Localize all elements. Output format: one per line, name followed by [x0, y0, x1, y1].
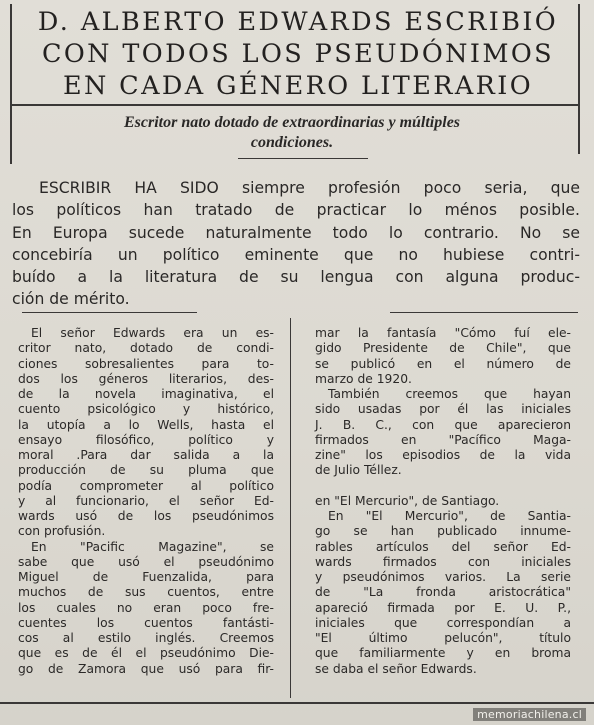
- body-line: de la novela imaginativa, el: [18, 387, 274, 401]
- body-line: dos los géneros literarios, des-: [18, 371, 274, 386]
- body-line: En "Pacific Magazine", se: [31, 539, 274, 554]
- lead-left-rule: [22, 312, 197, 313]
- body-line: que es de él el pseudónimo Die-: [18, 646, 274, 661]
- body-line: iniciales que correspondían a: [315, 615, 571, 630]
- body-line: critor nato, dotado de condi-: [18, 341, 274, 356]
- body-line: y pseudónimos varios. La serie: [315, 570, 571, 584]
- headline-line: CON TODOS LOS PSEUDÓNIMOS: [41, 39, 555, 69]
- headline-line: D. ALBERTO EDWARDS ESCRIBIÓ: [37, 7, 559, 37]
- body-line: También creemos que hayan: [328, 387, 571, 401]
- body-line: marzo de 1920.: [315, 371, 412, 386]
- body-line: ciones sobresalientes para to-: [18, 356, 274, 371]
- body-line: los cuales no eran poco fre-: [18, 600, 274, 615]
- subheadline: [16, 113, 568, 153]
- body-line: ensayo filosófico, político y: [18, 432, 274, 447]
- body-line: podía comprometer al político: [18, 478, 274, 493]
- body-line: [315, 479, 571, 494]
- body-line: de "La fronda aristocrática": [315, 585, 571, 600]
- body-line: cos al estilo inglés. Creemos: [18, 631, 274, 645]
- subheadline-line: Escritor nato dotado de extraordinarias y múltiples: [123, 114, 461, 131]
- body-line: go se han publicado innume-: [315, 524, 571, 539]
- body-line: cuento psicológico y histórico,: [18, 402, 274, 417]
- body-column-left: [18, 326, 274, 677]
- left-border-rule: [10, 4, 12, 164]
- body-line: muchos de sus cuentos, entre: [18, 585, 274, 600]
- body-line: en "El Mercurio", de Santiago.: [315, 493, 500, 508]
- body-line: la utopía a lo Wells, hasta el: [18, 417, 274, 432]
- lead-line: concebiría un político eminente que no hubiese contri-: [12, 245, 580, 264]
- body-line: apareció firmada por E. U. P.,: [315, 600, 571, 615]
- body-line: mar la fantasía "Cómo fuí ele-: [315, 326, 571, 340]
- body-line: que familiarmente y en broma: [315, 646, 571, 661]
- bottom-rule: [0, 702, 594, 704]
- subhead-underline: [238, 158, 368, 159]
- lead-line: En Europa sucede naturalmente todo lo contrario. No se: [12, 223, 580, 242]
- body-line: wards firmados con iniciales: [315, 554, 571, 569]
- body-line: sido usadas por él las iniciales: [315, 402, 571, 417]
- lead-line: los políticos han tratado de practicar lo ménos posible.: [12, 201, 580, 220]
- body-line: se daba el señor Edwards.: [315, 661, 477, 676]
- body-line: J. B. C., con que aparecieron: [315, 417, 571, 432]
- body-line: zine" los episodios de la vida: [315, 448, 571, 462]
- body-line: "El último pelucón", título: [315, 631, 571, 645]
- body-line: rables artículos del señor Ed-: [315, 539, 571, 554]
- body-line: En "El Mercurio", de Santia-: [328, 509, 571, 523]
- body-line: gido Presidente de Chile", que: [315, 341, 571, 356]
- column-divider: [290, 318, 291, 698]
- lead-line: ESCRIBIR HA SIDO siempre profesión poco seria, que: [39, 179, 580, 197]
- body-column-right: [315, 326, 571, 677]
- headline: [14, 6, 582, 102]
- lead-line: buído a la literatura de su lengua con alguna produc-: [12, 268, 580, 287]
- body-line: sabe que usó el pseudónimo: [18, 554, 274, 569]
- lead-right-rule: [390, 312, 578, 313]
- source-watermark: memoriachilena.cl: [473, 708, 586, 721]
- body-line: se publicó en el número de: [315, 356, 571, 371]
- lead-paragraph: [12, 177, 580, 311]
- body-line: moral .Para dar salida a la: [18, 448, 274, 462]
- body-line: cuentes los cuentos fantásti-: [18, 615, 274, 630]
- body-line: go de Zamora que usó para fir-: [18, 661, 274, 676]
- body-line: y al funcionario, el señor Ed-: [18, 493, 274, 508]
- lead-line: ción de mérito.: [12, 290, 130, 309]
- headline-line: EN CADA GÉNERO LITERARIO: [62, 71, 534, 101]
- body-line: de Julio Téllez.: [315, 463, 402, 478]
- body-line: El señor Edwards era un es-: [31, 326, 274, 340]
- body-line: firmados en "Pacífico Maga-: [315, 432, 571, 447]
- subheadline-line: condiciones.: [250, 134, 334, 151]
- headline-underline: [12, 104, 578, 106]
- body-line: con profusión.: [18, 524, 106, 539]
- body-line: wards usó de los pseudónimos: [18, 509, 274, 523]
- body-line: Miguel de Fuenzalida, para: [18, 570, 274, 584]
- body-line: producción de su pluma que: [18, 463, 274, 478]
